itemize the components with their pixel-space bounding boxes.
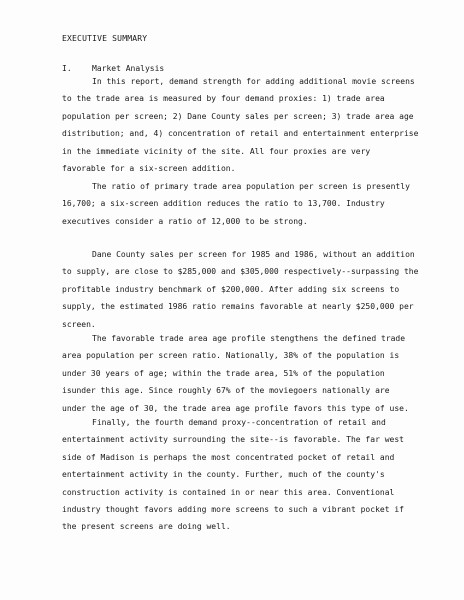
text-line: screen. xyxy=(62,319,96,329)
text-line: entertainment activity in the county. Further, much of the county's xyxy=(62,470,385,480)
text-line: isunder this age. Since roughly 67% of the moviegoers nationally are xyxy=(62,386,390,396)
text-line: side of Madison is perhaps the most concentrated pocket of retail and xyxy=(62,452,395,462)
text-line: Dane County sales per screen for 1985 and 1986, without an addition xyxy=(92,250,415,259)
text-line: entertainment activity surrounding the site--is favorable. The far west xyxy=(62,435,404,445)
document-heading: EXECUTIVE SUMMARY xyxy=(62,34,148,43)
paragraph-age-profile xyxy=(62,330,409,417)
text-line: profitable industry benchmark of $200,000. After adding six screens to xyxy=(62,284,400,294)
text-line: under the age of 30, the trade area age profile favors this type of use. xyxy=(62,403,409,413)
text-line: in the immediate vicinity of the site. All four proxies are very xyxy=(62,146,371,156)
text-line: In this report, demand strength for adding additional movie screens xyxy=(92,77,415,86)
text-line: executives consider a ratio of 12,000 to be strong. xyxy=(62,216,308,226)
text-line: 16,700; a six-screen addition reduces the ratio to 13,700. Industry xyxy=(62,199,385,209)
paragraph-retail-concentration xyxy=(62,414,406,536)
text-line: population per screen; 2) Dane County sales per screen; 3) trade area age xyxy=(62,111,414,121)
text-line: distribution; and, 4) concentration of retail and entertainment enterprise xyxy=(62,129,419,139)
text-line: The favorable trade area age profile stengthens the defined trade xyxy=(92,334,406,343)
text-line: construction activity is contained in or near this area. Conventional xyxy=(62,487,395,497)
paragraph-sales-per-screen xyxy=(62,246,419,333)
text-line: under 30 years of age; within the trade area, 51% of the population xyxy=(62,368,385,378)
text-line: to the trade area is measured by four demand proxies: 1) trade area xyxy=(62,94,385,104)
text-line: industry thought favors adding more screens to such a vibrant pocket if xyxy=(62,505,404,515)
text-line: Finally, the fourth demand proxy--concentration of retail and xyxy=(92,418,386,427)
section-heading xyxy=(62,64,164,73)
text-line: The ratio of primary trade area population per screen is presently xyxy=(92,182,410,191)
section-title: Market Analysis xyxy=(92,64,165,73)
text-line: area population per screen ratio. Nationally, 38% of the population is xyxy=(62,351,400,361)
paragraph-demand-proxies xyxy=(62,73,419,177)
text-line: to supply, are close to $285,000 and $305,000 respectively--surpassing the xyxy=(62,267,419,277)
text-line: the present screens are doing well. xyxy=(62,522,231,532)
paragraph-population-ratio xyxy=(62,178,410,230)
section-number: I. xyxy=(62,64,72,73)
text-line: supply, the estimated 1986 ratio remains favorable at nearly $250,000 per xyxy=(62,302,414,312)
text-line: favorable for a six-screen addition. xyxy=(62,164,236,174)
